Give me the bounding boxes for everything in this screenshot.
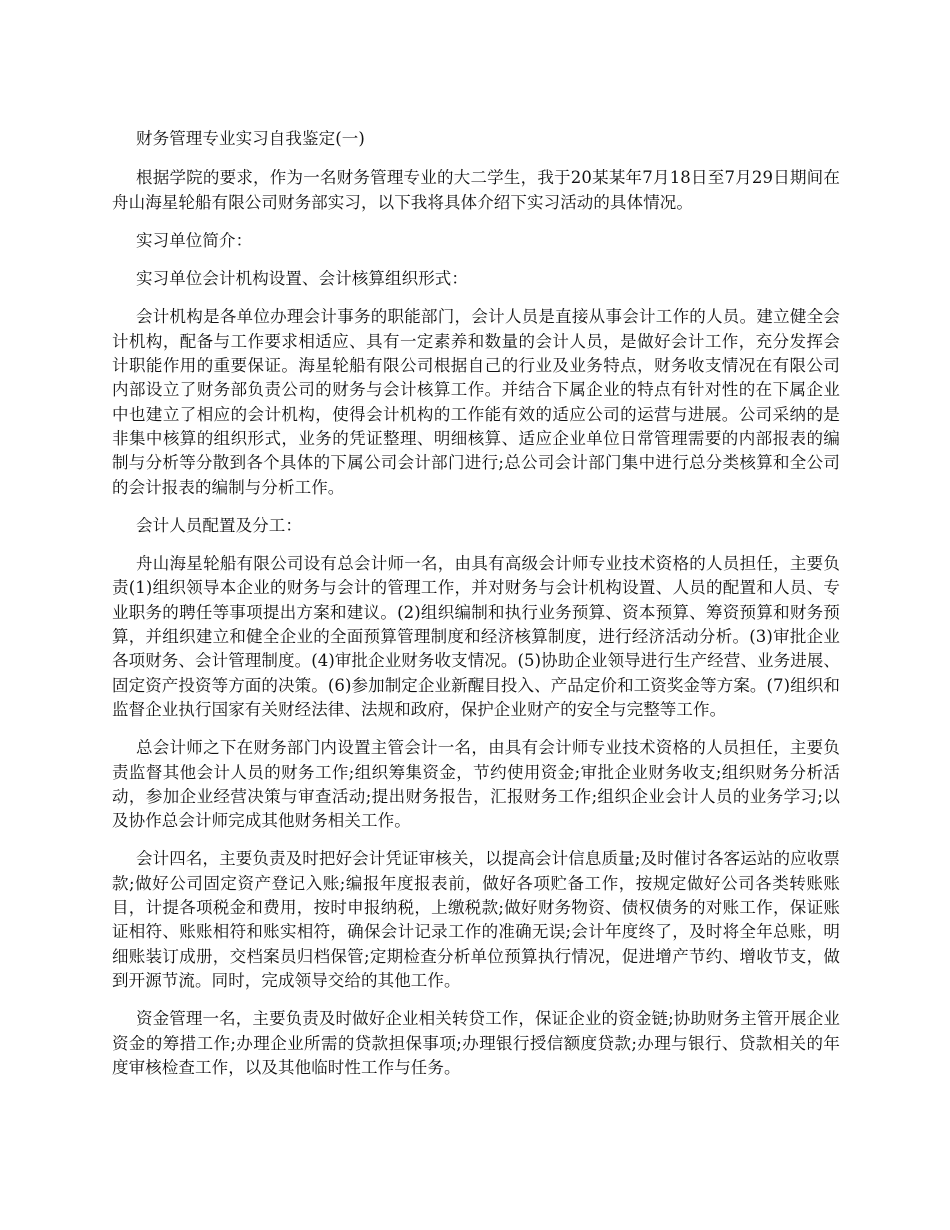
- supervisor-accountant-paragraph: 总会计师之下在财务部门内设置主管会计一名，由具有会计师专业技术资格的人员担任，主要负责监督其他会计人员的财务工作;组织筹集资金，节约使用资金;审批企业财务收支;组织财务分析活动，参加企业经营决策与审查活动;提出财务报告，汇报财务工作;组织企业会计人员的业务学习;以及协作总会计师完成其他财务相关工作。: [112, 738, 840, 831]
- chief-accountant-paragraph: 舟山海星轮船有限公司设有总会计师一名，由具有高级会计师专业技术资格的人员担任，主要负责(1)组织领导本企业的财务与会计的管理工作，并对财务与会计机构设置、人员的配置和人员、专业职务的聘任等事项提出方案和建议。(2)组织编制和执行业务预算、资本预算、筹资预算和财务预算，并组织建立和健全企业的全面预算管理制度和经济核算制度，进行经济活动分析。(3)审批企业各项财务、会计管理制度。(4)审批企业财务收支情况。(5)协助企业领导进行生产经营、业务进展、固定资产投资等方面的决策。(6)参加制定企业新醒目投入、产品定价和工资奖金等方案。(7)组织和监督企业执行国家有关财经法律、法规和政府，保护企业财产的安全与完整等工作。: [112, 554, 840, 719]
- section-heading-unit-intro: 实习单位简介：: [136, 230, 253, 250]
- document-title: 财务管理专业实习自我鉴定(一): [136, 129, 365, 148]
- accountants-paragraph: 会计四名，主要负责及时把好会计凭证审核关，以提高会计信息质量;及时催讨各客运站的应收票款;做好公司固定资产登记入账;编报年度报表前，做好各项贮备工作，按规定做好公司各类转账账目，计提各项税金和费用，按时申报纳税，上缴税款;做好财务物资、债权债务的对账工作，保证账证相符、账账相符和账实相符，确保会计记录工作的准确无误;会计年度终了，及时将全年总账，明细账装订成册，交档案员归档保管;定期检查分析单位预算执行情况，促进增产节约、增收节支，做到开源节流。同时，完成领导交给的其他工作。: [112, 849, 840, 990]
- section-heading-org-structure: 实习单位会计机构设置、会计核算组织形式：: [136, 269, 468, 289]
- org-structure-paragraph: 会计机构是各单位办理会计事务的职能部门，会计人员是直接从事会计工作的人员。建立健全会计机构，配备与工作要求相适应、具有一定素养和数量的会计人员，是做好会计工作，充分发挥会计职能作用的重要保证。海星轮船有限公司根据自己的行业及业务特点，财务收支情况在有限公司内部设立了财务部负责公司的财务与会计核算工作。并结合下属企业的特点有针对性的在下属企业中也建立了相应的会计机构，使得会计机构的工作能有效的适应公司的运营与进展。公司采纳的是非集中核算的组织形式，业务的凭证整理、明细核算、适应企业单位日常管理需要的内部报表的编制与分析等分散到各个具体的下属公司会计部门进行;总公司会计部门集中进行总分类核算和全公司的会计报表的编制与分析工作。: [112, 307, 840, 497]
- fund-management-paragraph: 资金管理一名，主要负责及时做好企业相关转贷工作，保证企业的资金链;协助财务主管开展企业资金的筹措工作;办理企业所需的贷款担保事项;办理银行授信额度贷款;办理与银行、贷款相关的年度审核检查工作，以及其他临时性工作与任务。: [112, 1009, 840, 1077]
- section-heading-staffing: 会计人员配置及分工：: [136, 515, 302, 535]
- intro-paragraph: 根据学院的要求，作为一名财务管理专业的大二学生，我于20某某年7月18日至7月29日期间在舟山海星轮船有限公司财务部实习，以下我将具体介绍下实习活动的具体情况。: [112, 168, 840, 212]
- document-page: [112, 127, 840, 1094]
